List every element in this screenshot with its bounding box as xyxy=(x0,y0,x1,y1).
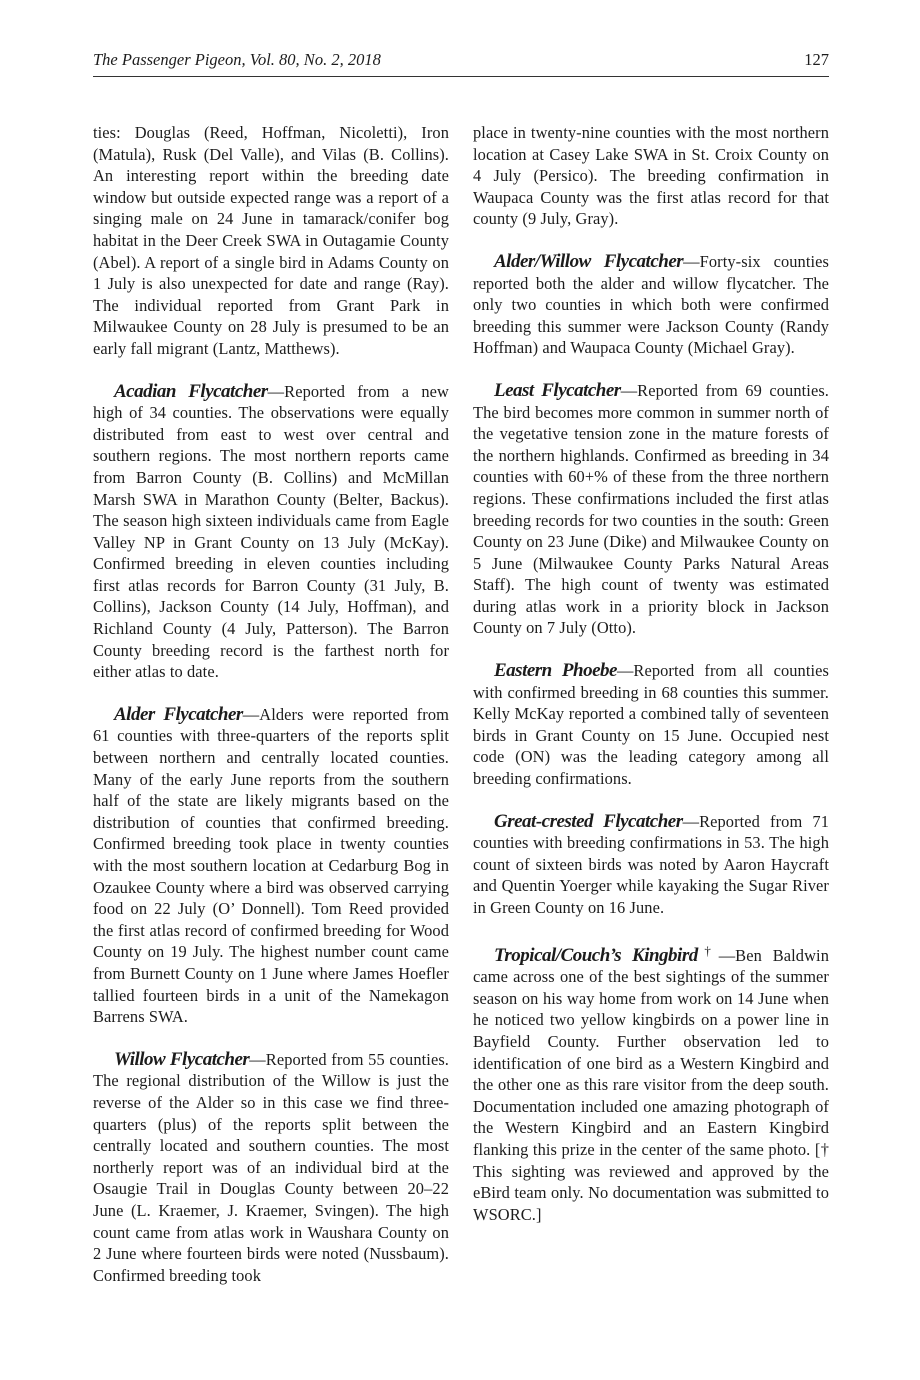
entry-text: —Reported from 55 counties. The regional distribution of the Willow is just the reverse of the Alder so in this case we find three-quarters (plus) of the reports split between the centrally located and southern counties. The most northerly report was of an individual bird at the Osaugie Trail in Douglas County between 20–22 June (L. Kraemer, J. Kraemer, Svingen). The high count came from atlas work in Waushara County on 2 June where fourteen birds were noted (Nussbaum). Confirmed breeding took xyxy=(93,1049,449,1285)
continuation-paragraph: place in twenty-nine counties with the most northern location at Casey Lake SWA in St. Croix County on 4 July (Persico). The breeding confirmation in Waupaca County was the first atlas record for that county (9 July, Gray). xyxy=(473,123,829,229)
species-name: Great-crested Flycatcher xyxy=(494,810,683,832)
entry-text: —Reported from a new high of 34 counties. The observations were equally distributed from east to west over central and southern regions. The most northern reports came from Barron County (B. Collins) and McMillan Marsh SWA in Marathon County (Belter, Backus). The season high sixteen individuals came from Eagle Valley NP in Grant County on 13 July (McKay). Confirmed breeding in eleven counties including first atlas records for Barron County (31 July, B. Collins), Jackson County (14 July, Hoffman), and Richland County (4 July, Patterson). The Barron County breeding record is the farthest north for either atlas to date. xyxy=(93,381,449,682)
entry-tropical-couchs-kingbird xyxy=(473,940,829,1226)
species-name: Acadian Flycatcher xyxy=(114,380,268,402)
entry-acadian-flycatcher xyxy=(93,381,449,683)
entry-text: —Forty-six counties reported both the alder and willow flycatcher. The only two counties in which both were confirmed breeding this summer were Jackson County (Randy Hoffman) and Waupaca County (Michael Gray). xyxy=(473,251,829,358)
entry-least-flycatcher xyxy=(473,380,829,639)
entry-text: —Reported from all counties with confirmed breeding in 68 counties this summer. Kelly McKay reported a combined tally of seventeen birds in Grant County on 15 June. Occupied nest code (ON) was the leading category among all breeding confirmations. xyxy=(473,661,829,789)
species-name: Least Flycatcher xyxy=(494,379,621,401)
entry-text: —Ben Baldwin came across one of the best sightings of the summer season on his way home from work on 14 June when he noticed two yellow kingbirds on a power line in Bayfield County. Further observation led to identification of one bird as a Western Kingbird and the other one as this rare visitor from the deep south. Documentation included one amazing photograph of the Western Kingbird and an Eastern Kingbird flanking this prize in the center of the same photo. [† This sighting was reviewed and approved by the eBird team only. No documentation was submitted to WSORC.] xyxy=(473,945,829,1224)
entry-text: —Reported from 69 counties. The bird becomes more common in summer north of the vegetative tension zone in the mature forests of the northern highlands. Confirmed as breeding in 34 counties with 60+% of these from the three northern regions. These confirmations included the first atlas breeding records for two counties in the south: Green County on 23 June (Dike) and Milwaukee County on 5 June (Milwaukee County Parks Natural Areas Staff). The high count of twenty was estimated during atlas work in a priority block in Jackson County on 7 July (Otto). xyxy=(473,380,830,638)
left-column xyxy=(93,122,449,1286)
right-column xyxy=(473,122,829,1225)
running-header xyxy=(93,50,829,77)
journal-title: The Passenger Pigeon, Vol. 80, No. 2, 2018 xyxy=(93,50,381,69)
entry-eastern-phoebe xyxy=(473,660,829,790)
dagger-mark: † xyxy=(697,942,718,958)
entry-willow-flycatcher xyxy=(93,1049,449,1287)
entry-great-crested-flycatcher xyxy=(473,811,829,919)
species-name: Alder Flycatcher xyxy=(114,703,243,725)
species-name: Eastern Phoebe xyxy=(494,660,617,682)
entry-alder-flycatcher xyxy=(93,704,449,1028)
page-number: 127 xyxy=(804,50,829,69)
species-name: Alder/Willow Flycatcher xyxy=(494,250,684,272)
entry-text: —Reported from 71 counties with breeding confirmations in 53. The high count of sixteen birds was noted by Aaron Haycraft and Quentin Yoerger while kayaking the Sugar River in Green County on 16 June. xyxy=(473,811,829,917)
species-name: Tropical/Couch’s Kingbird xyxy=(494,944,698,966)
entry-alder-willow-flycatcher xyxy=(473,251,829,359)
species-name: Willow Flycatcher xyxy=(114,1048,250,1070)
entry-text: —Alders were reported from 61 counties with three-quarters of the reports split between northern and centrally located counties. Many of the early June reports from the southern half of the state are likely migrants based on the distribution of counties that confirmed breeding. Confirmed breeding took place in twenty counties with the most southern location at Cedarburg Bog in Ozaukee County where a bird was observed carrying food on 22 July (O’ Donnell). Tom Reed provided the first atlas record of confirmed breeding for Wood County on 19 July. The highest number count came from Burnett County on 1 June where James Hoefler tallied fourteen birds in a unit of the Namekagon Barrens SWA. xyxy=(93,704,449,1027)
intro-paragraph: ties: Douglas (Reed, Hoffman, Nicoletti), Iron (Matula), Rusk (Del Valle), and Vilas (B. Collins). An interesting report within the breeding date window but outside expected range was a report of a singing male on 24 June in tamarack/conifer bog habitat in the Deer Creek SWA in Outagamie County (Abel). A report of a single bird in Adams County on 1 July is also unexpected for date and range (Ray). The individual reported from Grant Park in Milwaukee County on 28 July is presumed to be an early fall migrant (Lantz, Matthews). xyxy=(93,123,449,358)
